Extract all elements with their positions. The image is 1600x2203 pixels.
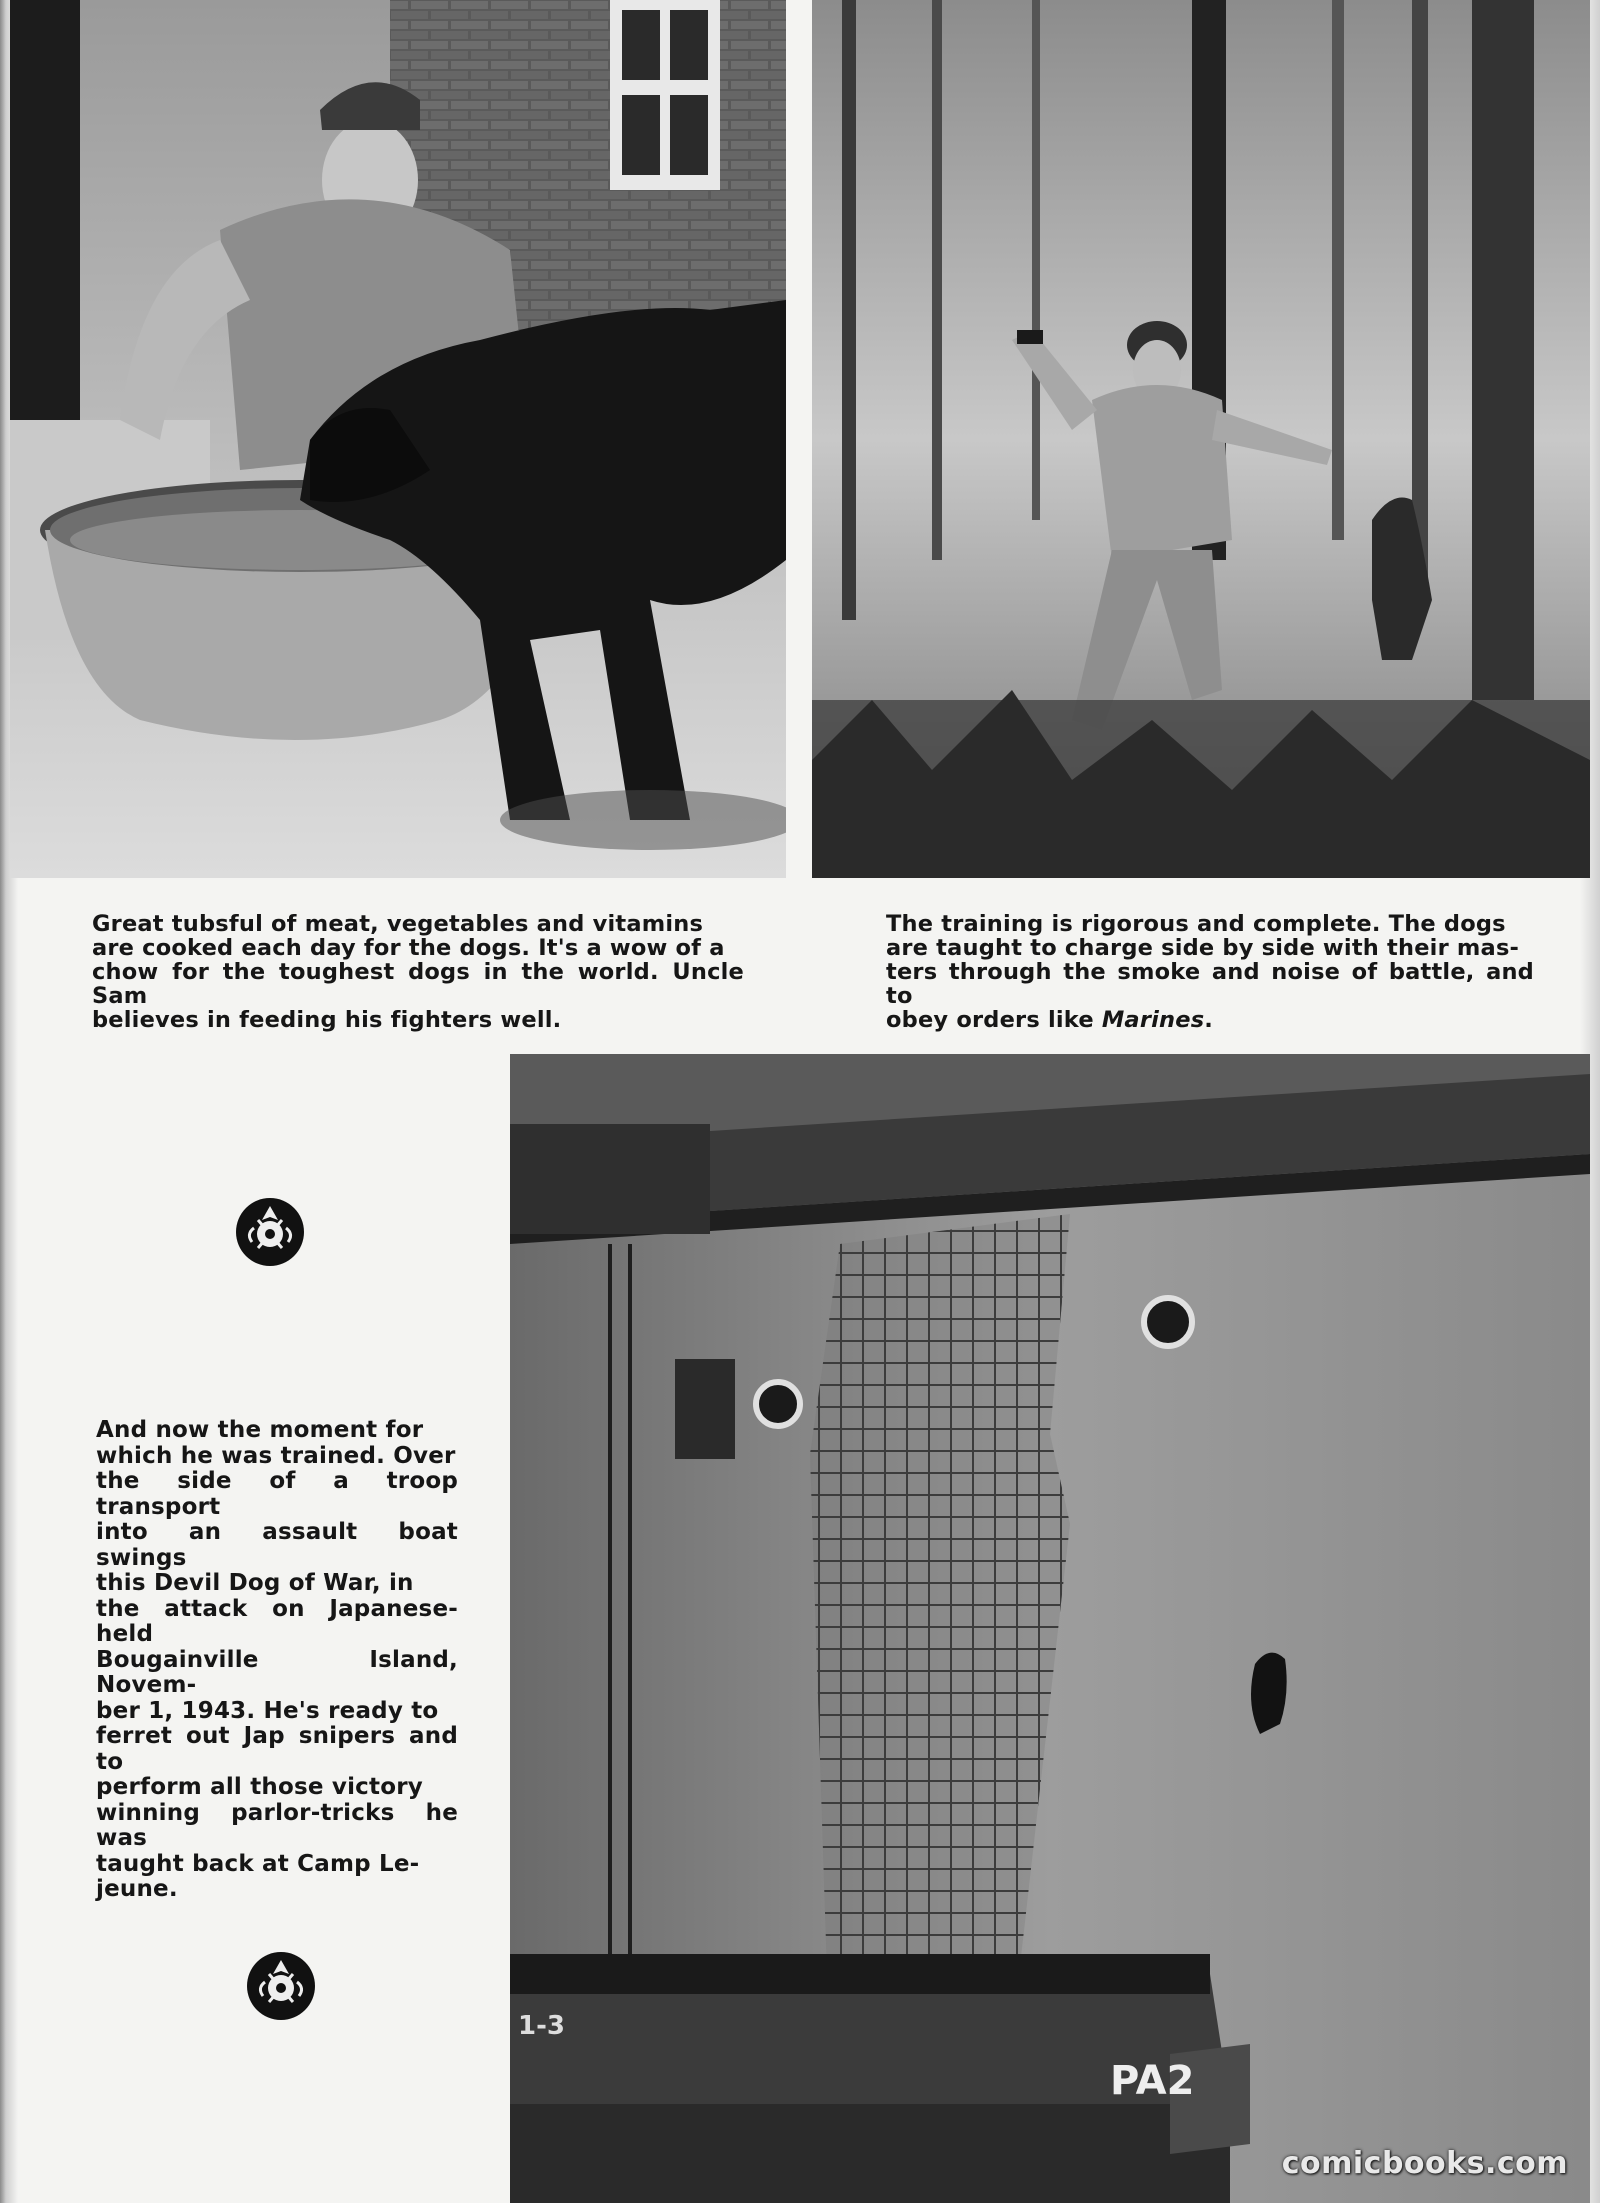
ship-hull-marking: PA2 bbox=[1110, 2058, 1195, 2104]
marine-emblem-icon bbox=[236, 1198, 304, 1266]
photo-troop-transport-net bbox=[510, 1054, 1590, 2203]
caption-training-text: The training is rigorous and complete. The dogs are taught to charge side by side with their mas- ters through the smoke and noise of battle, and to obey orders like bbox=[886, 911, 1534, 1033]
caption-training bbox=[886, 912, 1534, 1032]
caption-assault: And now the moment for which he was trained. Over the side of a troop transport into an assault boat swings this Devil Dog of War, in the attack on Japanese-held Bougainville Island, Novem- ber 1, 1943. He's ready to ferret out Jap snipers and to perform all those victory winning parlor-tricks he was taught back at Camp Le- jeune. bbox=[96, 1417, 458, 1902]
caption-training-end: . bbox=[1204, 1007, 1214, 1033]
photo-soldier-feeding-dog bbox=[10, 0, 786, 878]
watermark: comicbooks.com bbox=[1281, 2146, 1568, 2181]
marine-emblem-icon bbox=[247, 1952, 315, 2020]
photo-soldier-charging-with-dog bbox=[812, 0, 1590, 878]
caption-training-emphasis: Marines bbox=[1101, 1007, 1205, 1033]
caption-feeding: Great tubsful of meat, vegetables and vitamins are cooked each day for the dogs. It's a wow of a chow for the toughest dogs in the world. Uncle Sam believes in feeding his fighters well. bbox=[92, 911, 744, 1033]
boat-marking: 1-3 bbox=[518, 2011, 565, 2041]
